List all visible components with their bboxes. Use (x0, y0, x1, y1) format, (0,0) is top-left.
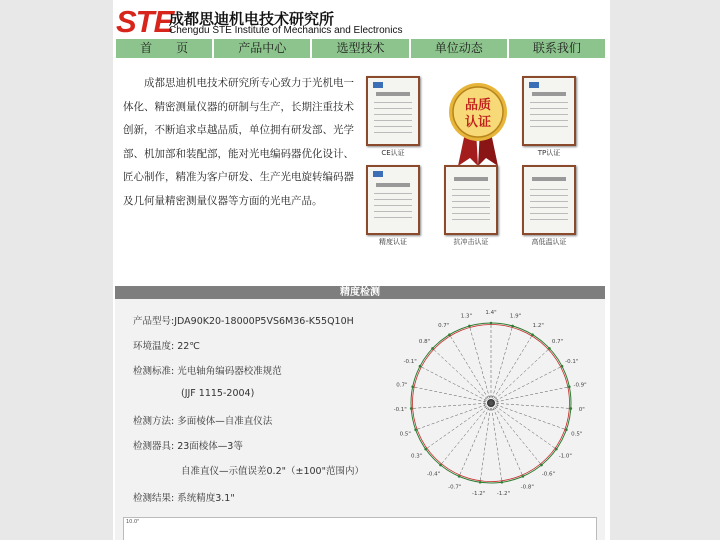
polar-spoke (441, 403, 491, 465)
polar-label: 1.3" (460, 313, 473, 320)
polar-spoke (491, 326, 513, 403)
polar-point (555, 448, 558, 451)
nav-contact[interactable]: 联系我们 (509, 39, 605, 58)
cert-temp[interactable] (521, 165, 577, 247)
polar-point (568, 385, 571, 388)
cert-precision-caption: 精度认证 (379, 238, 407, 246)
polar-label: 0.5" (399, 431, 411, 438)
polar-spoke (491, 348, 549, 403)
main-nav (116, 39, 605, 58)
badge-text-1: 品质 (464, 98, 492, 113)
nav-home[interactable]: 首 页 (116, 39, 214, 58)
nav-products[interactable]: 产品中心 (214, 39, 312, 58)
polar-spoke (491, 366, 562, 403)
badge-text-2: 认证 (464, 115, 492, 130)
cert-tp-image[interactable] (522, 76, 576, 146)
polar-point (501, 481, 504, 484)
precision-panel (115, 299, 605, 540)
polar-label: 1.9" (509, 313, 522, 320)
cert-ce-caption: CE认证 (381, 149, 405, 157)
polar-point (458, 475, 461, 478)
polar-spoke (491, 403, 566, 430)
cert-temp-image[interactable] (522, 165, 576, 235)
logo-ste[interactable]: STE (116, 4, 174, 39)
polar-label: -0.1" (403, 359, 417, 366)
polar-spoke (491, 387, 569, 403)
polar-error-chart (391, 303, 591, 503)
polar-point (414, 428, 417, 431)
page-container (113, 0, 610, 540)
polar-point (531, 333, 534, 336)
polar-label: -0.7" (448, 484, 462, 491)
polar-spoke (420, 366, 491, 403)
polar-spoke (491, 403, 502, 482)
cert-temp-caption: 高低温认证 (531, 238, 567, 246)
polar-label: -0.9" (573, 382, 587, 389)
spec-method: 检测方法: 多面棱体—自准直仪法 (133, 416, 273, 427)
spec-instruments-2: 自准直仪—示值误差0.2"（±100"范围内） (181, 466, 364, 477)
spec-instruments: 检测器具: 23面棱体—3等 (133, 441, 243, 452)
polar-label: 0.3" (411, 453, 423, 460)
polar-point (439, 464, 442, 467)
cert-shock[interactable] (443, 165, 499, 247)
quality-badge-icon (448, 80, 508, 168)
polar-label: 0.7" (551, 338, 564, 345)
polar-spoke (449, 335, 491, 403)
polar-point (468, 325, 471, 328)
spec-temp: 环境温度: 22℃ (133, 341, 200, 352)
polar-point (511, 325, 514, 328)
polar-label: -0.6" (541, 471, 556, 478)
nav-selection[interactable]: 选型技术 (312, 39, 410, 58)
polar-spoke (459, 403, 491, 476)
polar-label: -1.2" (496, 491, 511, 498)
nav-news[interactable]: 单位动态 (411, 39, 509, 58)
polar-spoke (433, 348, 491, 403)
polar-label: -0.1" (393, 407, 407, 414)
cert-tp-caption: TP认证 (537, 149, 561, 157)
polar-label: 0" (578, 407, 585, 414)
polar-spoke (491, 403, 523, 476)
polar-label: 0.7" (396, 382, 408, 389)
polar-spoke (416, 403, 491, 430)
polar-label: -0.4" (426, 471, 441, 478)
spec-standard-code: (JJF 1115-2004) (181, 388, 255, 399)
polar-label: -1.0" (558, 453, 572, 460)
polar-spoke (411, 403, 491, 408)
cert-shock-caption: 抗冲击认证 (453, 238, 489, 246)
polar-point (561, 365, 564, 368)
cert-tp[interactable] (521, 76, 577, 158)
spec-standard: 检测标准: 光电轴角编码器校准规范 (133, 366, 282, 377)
error-line-chart (123, 517, 597, 540)
cert-precision-image[interactable] (366, 165, 420, 235)
polar-point (570, 407, 573, 410)
precision-section-title: 精度检测 (115, 286, 605, 299)
polar-point (411, 385, 414, 388)
polar-spoke (491, 335, 533, 403)
polar-spoke (491, 403, 541, 465)
org-name-en: Chengdu STE Institute of Mechanics and Electronics (169, 25, 403, 36)
polar-label: 0.5" (571, 431, 583, 438)
polar-spoke (491, 403, 571, 408)
polar-point (479, 481, 482, 484)
intro-text: 成都思迪机电技术研究所专心致力于光机电一体化、精密测量仪器的研制与生产，长期注重技术创新，不断追求卓越品质，单位拥有研发部、光学部、机加部和装配部，能对光电编码器优化设计、匠心制作，精准为客户研发、生产光电旋转编码器及几何量精密测量仪器等方面的光电产品。 (123, 77, 354, 207)
chart2-tick-label: 10.0" (126, 519, 140, 525)
org-name-cn: 成都思迪机电技术研究所 (169, 10, 335, 28)
site-header (113, 0, 610, 38)
polar-point (419, 365, 422, 368)
cert-shock-image[interactable] (444, 165, 498, 235)
polar-point (548, 347, 551, 350)
polar-label: 0.7" (438, 323, 450, 330)
polar-label: -0.8" (520, 484, 534, 491)
polar-point (565, 428, 568, 431)
polar-label: -0.1" (565, 359, 579, 366)
polar-point (424, 448, 427, 451)
polar-point (522, 475, 525, 478)
polar-spoke (469, 326, 491, 403)
polar-spoke (413, 387, 491, 403)
polar-label: 1.2" (532, 323, 544, 330)
polar-spoke (480, 403, 491, 482)
polar-point (410, 407, 413, 410)
cert-ce[interactable] (365, 76, 421, 158)
spec-model: 产品型号:JDA90K20-18000P5VS6M36-K55Q10H (133, 316, 354, 327)
cert-ce-image[interactable] (366, 76, 420, 146)
spec-result: 检测结果: 系统精度3.1" (133, 493, 235, 504)
polar-point (490, 322, 493, 325)
polar-label: -1.2" (471, 491, 486, 498)
polar-point (540, 464, 543, 467)
cert-gallery (365, 76, 605, 252)
cert-precision[interactable] (365, 165, 421, 247)
polar-label: 0.8" (418, 338, 431, 345)
polar-point (431, 347, 434, 350)
polar-point (448, 333, 451, 336)
polar-label: 1.4" (485, 310, 497, 316)
